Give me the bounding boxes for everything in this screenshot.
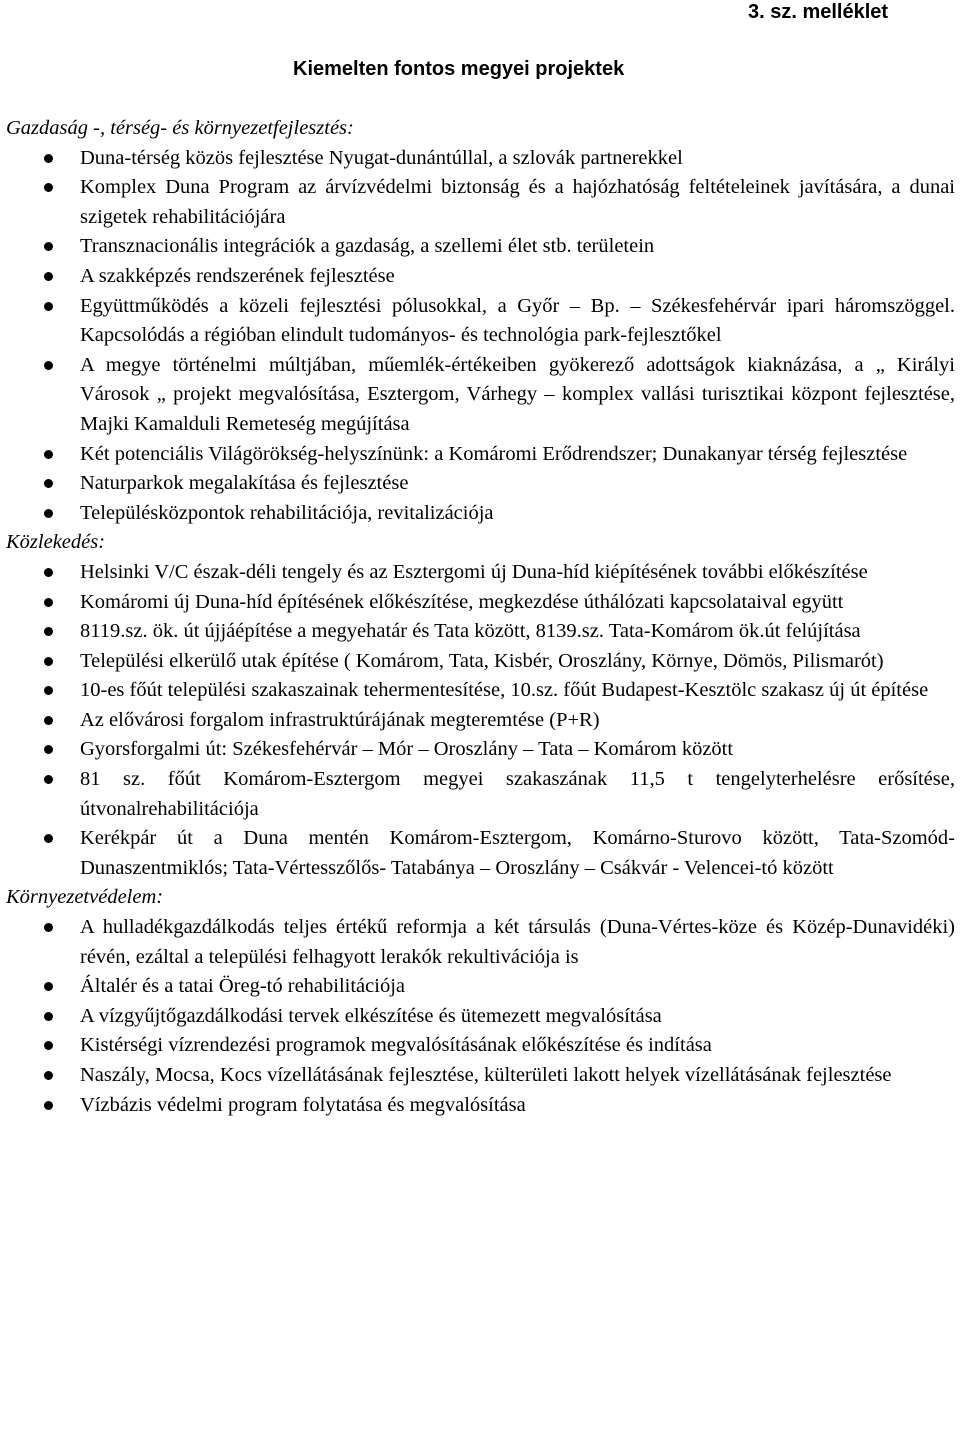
list-item: Vízbázis védelmi program folytatása és megvalósítása: [6, 1091, 955, 1121]
list-item: Komplex Duna Program az árvízvédelmi biztonság és a hajózhatóság feltételeinek javítására, a dunai szigetek rehabilitációjára: [6, 173, 955, 232]
list-item: Két potenciális Világörökség-helyszínünk: a Komáromi Erődrendszer; Dunakanyar térség fejlesztése: [6, 440, 955, 470]
list-item: Naszály, Mocsa, Kocs vízellátásának fejlesztése, külterületi lakott helyek vízellátásának fejlesztése: [6, 1061, 955, 1091]
list-item: Általér és a tatai Öreg-tó rehabilitációja: [6, 972, 955, 1002]
list-item: Duna-térség közös fejlesztése Nyugat-dunántúllal, a szlovák partnerekkel: [6, 144, 955, 174]
bullet-list: [6, 913, 955, 1120]
section-heading: Közlekedés:: [6, 531, 106, 554]
section-heading: Környezetvédelem:: [6, 886, 164, 909]
list-item: 10-es főút települési szakaszainak tehermentesítése, 10.sz. főút Budapest-Kesztölc szakasz új út építése: [6, 676, 955, 706]
list-item: Települési elkerülő utak építése ( Komárom, Tata, Kisbér, Oroszlány, Környe, Dömös, Pilismarót): [6, 647, 955, 677]
list-item: A megye történelmi múltjában, műemlék-értékeiben gyökerező adottságok kiaknázása, a „ Királyi Városok „ projekt megvalósítása, Esztergom, Várhegy – komplex vallási turisztikai központ fejlesztése, Majki Kamalduli Remeteség megújítása: [6, 351, 955, 440]
list-item: A hulladékgazdálkodás teljes értékű reformja a két társulás (Duna-Vértes-köze és Közép-Dunavidéki) révén, ezáltal a települési felhagyott lerakók rekultivációja is: [6, 913, 955, 972]
list-item: 8119.sz. ök. út újjáépítése a megyehatár és Tata között, 8139.sz. Tata-Komárom ök.út felújítása: [6, 617, 955, 647]
list-item: Gyorsforgalmi út: Székesfehérvár – Mór – Oroszlány – Tata – Komárom között: [6, 735, 955, 765]
list-item: Együttműködés a közeli fejlesztési pólusokkal, a Győr – Bp. – Székesfehérvár ipari háromszöggel. Kapcsolódás a régióban elindult tudományos- és technológia park-fejlesztőkel: [6, 292, 955, 351]
section-transport: [6, 528, 955, 883]
list-item: A szakképzés rendszerének fejlesztése: [6, 262, 955, 292]
list-item: Komáromi új Duna-híd építésének előkészítése, megkezdése úthálózati kapcsolataival együtt: [6, 588, 955, 618]
list-item: Kistérségi vízrendezési programok megvalósításának előkészítése és indítása: [6, 1031, 955, 1061]
document-body: [6, 114, 955, 1120]
section-economy: [6, 114, 955, 528]
section-environment: [6, 883, 955, 1120]
list-item: Transznacionális integrációk a gazdaság, a szellemi élet stb. területein: [6, 232, 955, 262]
list-item: Településközpontok rehabilitációja, revitalizációja: [6, 499, 955, 529]
list-item: A vízgyűjtőgazdálkodási tervek elkészítése és ütemezett megvalósítása: [6, 1002, 955, 1032]
list-item: Naturparkok megalakítása és fejlesztése: [6, 469, 955, 499]
list-item: Kerékpár út a Duna mentén Komárom-Esztergom, Komárno-Sturovo között, Tata-Szomód-Dunaszentmiklós; Tata-Vértesszőlős- Tatabánya – Oroszlány – Csákvár - Velencei-tó között: [6, 824, 955, 883]
list-item: Helsinki V/C észak-déli tengely és az Esztergomi új Duna-híd kiépítésének további előkészítése: [6, 558, 955, 588]
section-heading: Gazdaság -, térség- és környezetfejlesztés:: [6, 117, 354, 139]
list-item: 81 sz. főút Komárom-Esztergom megyei szakaszának 11,5 t tengelyterhelésre erősítése, útvonalrehabilitációja: [6, 765, 955, 824]
bullet-list: [6, 144, 955, 529]
bullet-list: [6, 558, 955, 884]
list-item: Az elővárosi forgalom infrastruktúrájának megteremtése (P+R): [6, 706, 955, 736]
annex-label: 3. sz. melléklet: [748, 1, 889, 23]
document-title: Kiemelten fontos megyei projektek: [293, 58, 625, 80]
